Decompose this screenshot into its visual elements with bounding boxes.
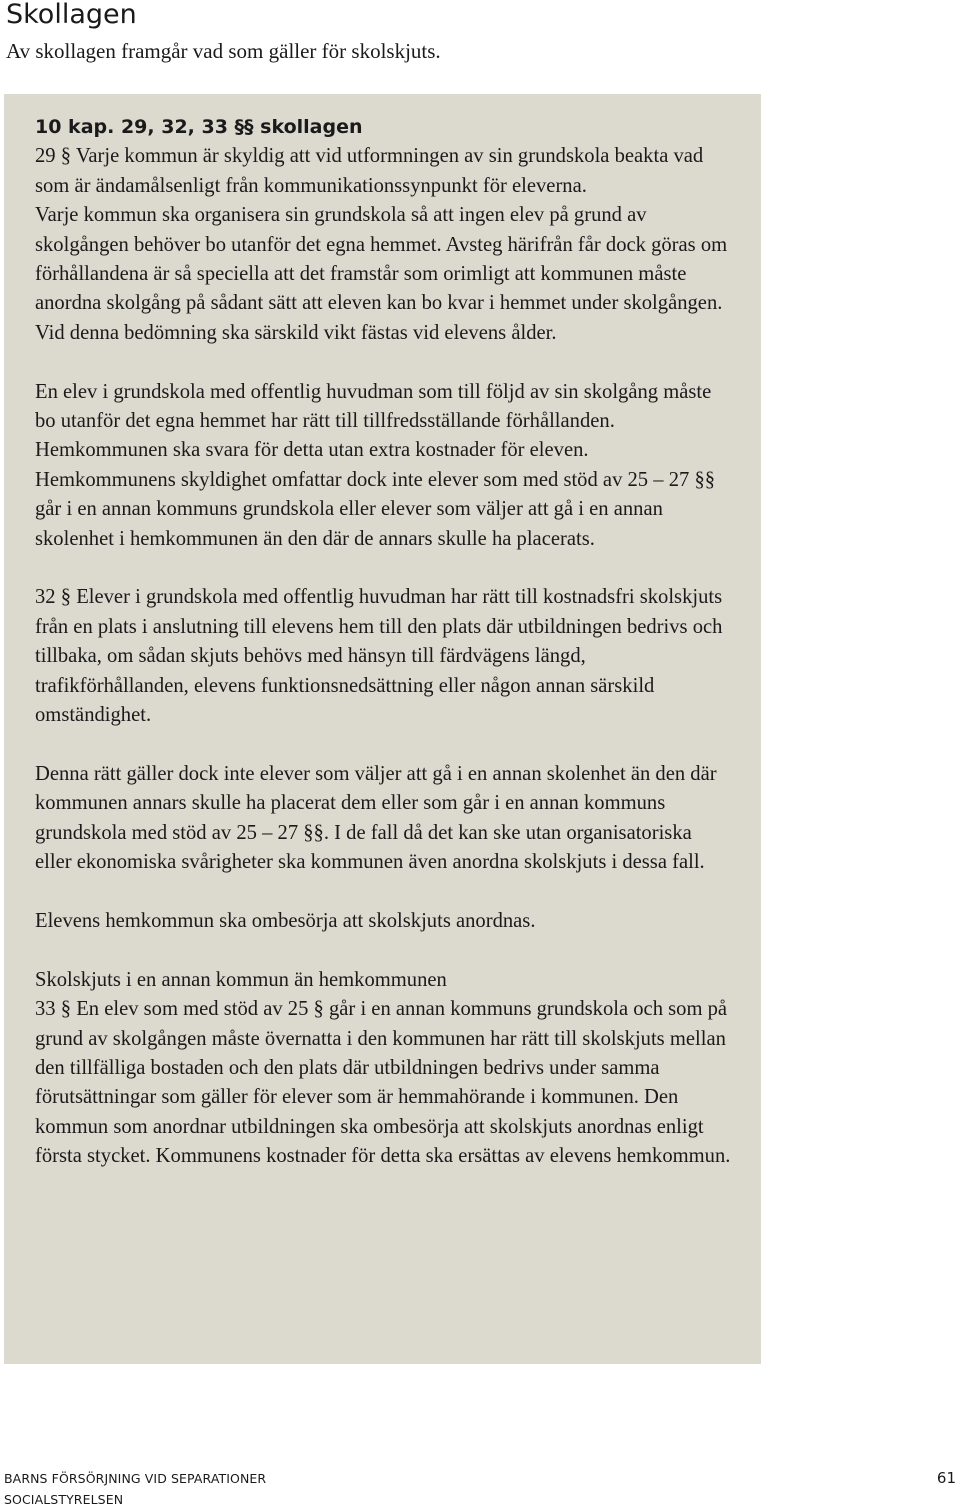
page-title: Skollagen: [6, 0, 137, 30]
law-excerpt-heading: 10 kap. 29, 32, 33 §§ skollagen: [35, 116, 363, 138]
section-32-paragraph-3: Elevens hemkommun ska ombesörja att skolskjuts anordnas.: [35, 909, 536, 932]
footer-publisher: SOCIALSTYRELSEN: [4, 1492, 124, 1507]
section-32-paragraph-2: Denna rätt gäller dock inte elever som väljer att gå i en annan skolenhet än den där kommunen annars skulle ha placerat dem eller som går i en annan kommuns grundskola med stöd av 25 – 27 §§. I de fall då det kan ske utan organisatoriska eller ekonomiska svårigheter ska kommunen även anordna skolskjuts i dessa fall.: [35, 762, 717, 874]
section-29-paragraph-1: 29 § Varje kommun är skyldig att vid utformningen av sin grundskola beakta vad som är ändamålsenligt från kommunikationssynpunkt för eleverna.: [35, 145, 704, 197]
section-32-paragraph-1: 32 § Elever i grundskola med offentlig huvudman har rätt till kostnadsfri skolskjuts från en plats i anslutning till elevens hem till den plats där utbildningen bedrivs och tillbaka, om sådan skjuts behövs med hänsyn till färdvägens längd, trafikförhållanden, elevens funktionsnedsättning eller någon annan särskild omständighet.: [35, 586, 723, 727]
law-excerpt-box: [4, 94, 761, 1364]
section-29-paragraph-2: Varje kommun ska organisera sin grundskola så att ingen elev på grund av skolgången behöver bo utanför det egna hemmet. Avsteg härifrån får dock göras om förhållandena är så speciella att det framstår som orimligt att kommunen måste anordna skolgång på sådant sätt att eleven kan bo kvar i hemmet under skolgången. Vid denna bedömning ska särskild vikt fästas vid elevens ålder.: [35, 204, 728, 344]
intro-text: Av skollagen framgår vad som gäller för skolskjuts.: [6, 39, 441, 63]
page-number: 61: [936, 1469, 956, 1487]
section-29-paragraph-3: En elev i grundskola med offentlig huvudman som till följd av sin skolgång måste bo utanför det egna hemmet har rätt till tillfredsställande förhållanden. Hemkommunen ska svara för detta utan extra kostnader för eleven. Hemkommunens skyldighet omfattar dock inte elever som med stöd av 25 – 27 §§ går i en annan kommuns grundskola eller elever som väljer att gå i en annan skolenhet i hemkommunen än den där de annars skulle ha placerats.: [35, 380, 716, 550]
footer-publication-title: BARNS FÖRSÖRJNING VID SEPARATIONER: [4, 1471, 267, 1486]
section-33-paragraph: 33 § En elev som med stöd av 25 § går i en annan kommuns grundskola och som på grund av skolgången måste övernatta i den kommunen har rätt till skolskjuts mellan den tillfälliga bostaden och den plats där utbildningen bedrivs under samma förutsättningar som gäller för elever som är hemmahörande i kommunen. Den kommun som anordnar utbildningen ska ombesörja att skolskjuts anordnas enligt första stycket. Kommunens kostnader för detta ska ersättas av elevens hemkommun.: [35, 998, 731, 1168]
section-33-heading: Skolskjuts i en annan kommun än hemkommunen: [35, 968, 447, 991]
